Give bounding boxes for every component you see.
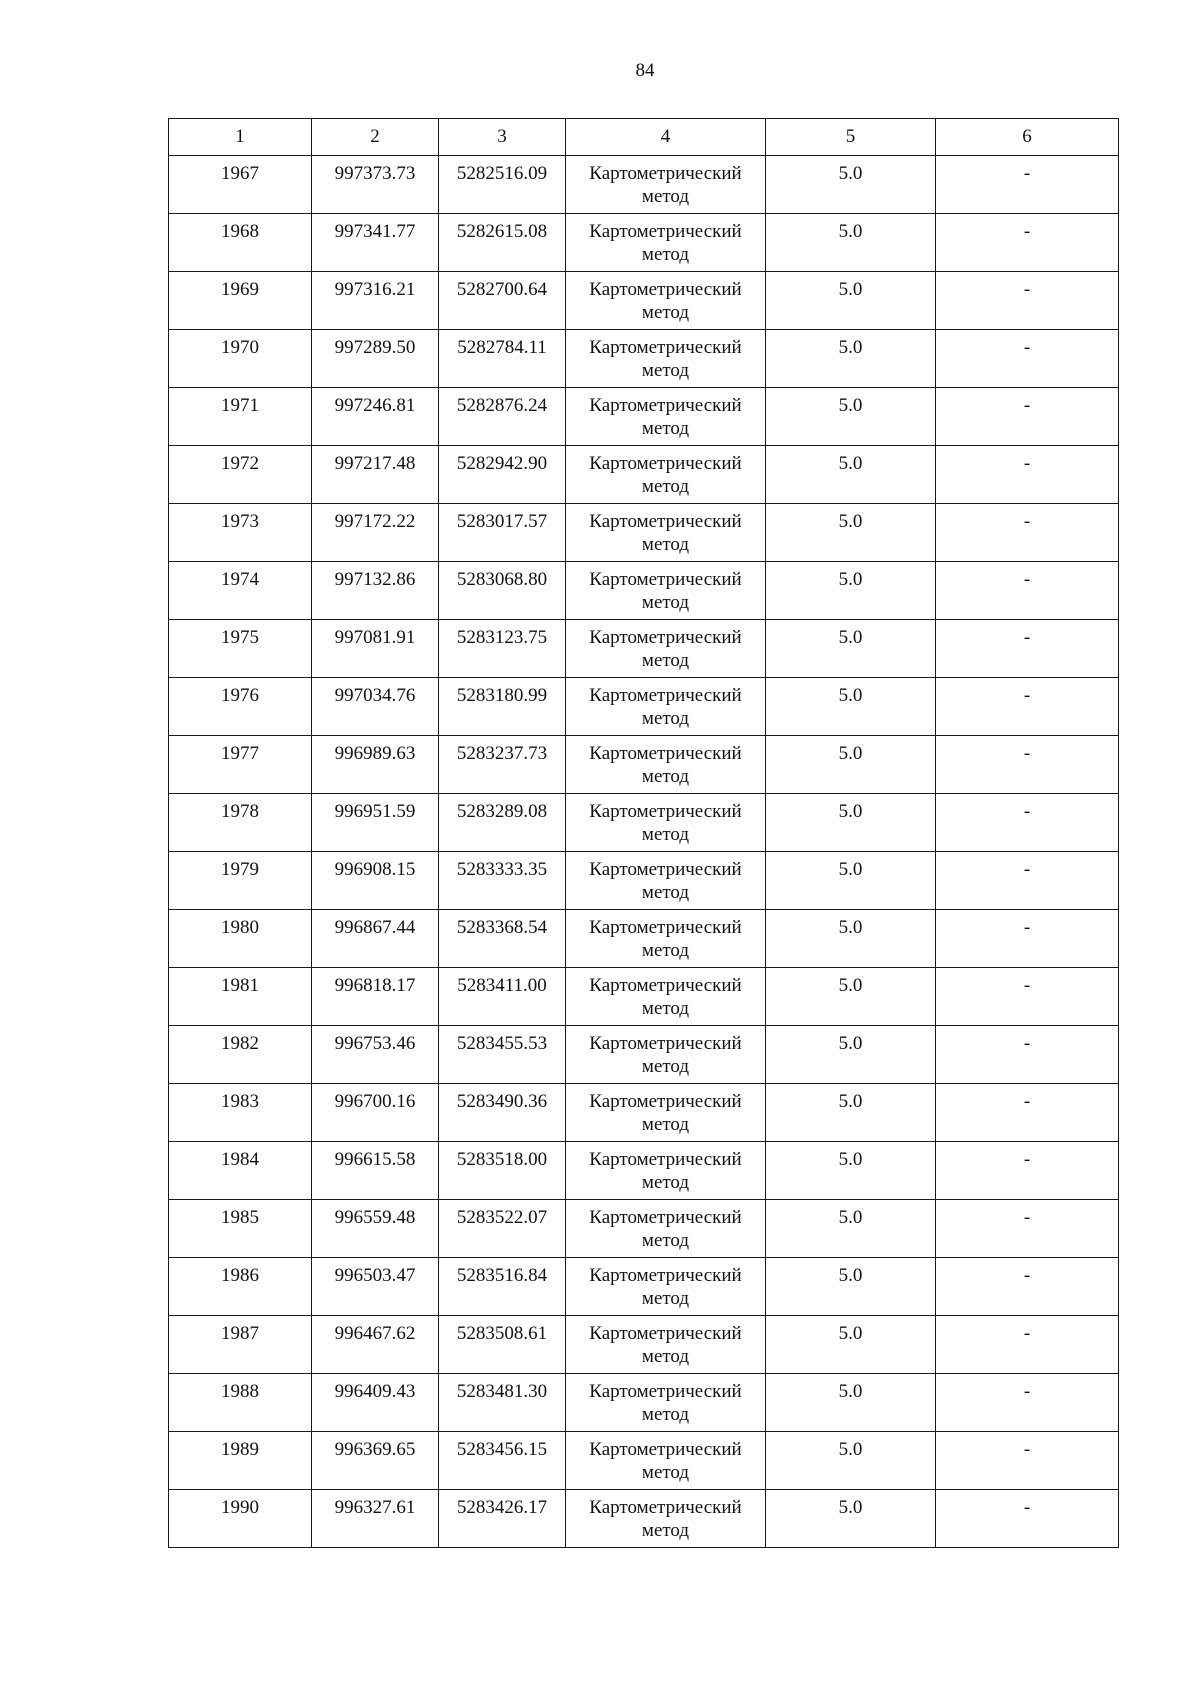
method-cell [566,852,766,910]
x-coordinate-cell: 996559.48 [312,1200,439,1258]
x-coordinate-cell: 997341.77 [312,214,439,272]
y-coordinate-cell: 5283289.08 [439,794,566,852]
accuracy-cell: 5.0 [766,1432,936,1490]
method-cell [566,214,766,272]
point-number-cell: 1987 [169,1316,312,1374]
x-coordinate-cell: 996951.59 [312,794,439,852]
point-number-cell: 1972 [169,446,312,504]
method-line-1: Картометрический [589,221,742,242]
method-cell [566,1084,766,1142]
x-coordinate-cell: 996467.62 [312,1316,439,1374]
method-line-1: Картометрический [589,1439,742,1460]
table-row [169,1316,1119,1374]
x-coordinate-cell: 996753.46 [312,1026,439,1084]
accuracy-cell: 5.0 [766,794,936,852]
method-cell [566,272,766,330]
point-number-cell: 1990 [169,1490,312,1548]
accuracy-cell: 5.0 [766,1084,936,1142]
column-header-5: 5 [766,119,936,156]
accuracy-cell: 5.0 [766,562,936,620]
table-row [169,1200,1119,1258]
method-line-2: метод [641,592,690,613]
y-coordinate-cell: 5283455.53 [439,1026,566,1084]
point-number-cell: 1977 [169,736,312,794]
table-row [169,446,1119,504]
method-line-2: метод [641,476,690,497]
accuracy-cell: 5.0 [766,446,936,504]
note-cell: - [936,852,1119,910]
x-coordinate-cell: 997132.86 [312,562,439,620]
point-number-cell: 1971 [169,388,312,446]
point-number-cell: 1973 [169,504,312,562]
point-number-cell: 1984 [169,1142,312,1200]
method-line-1: Картометрический [589,1091,742,1112]
x-coordinate-cell: 996409.43 [312,1374,439,1432]
table-row [169,678,1119,736]
note-cell: - [936,156,1119,214]
y-coordinate-cell: 5283481.30 [439,1374,566,1432]
note-cell: - [936,562,1119,620]
note-cell: - [936,1316,1119,1374]
table-row [169,504,1119,562]
point-number-cell: 1979 [169,852,312,910]
table-row [169,1084,1119,1142]
method-line-1: Картометрический [589,453,742,474]
method-cell [566,910,766,968]
accuracy-cell: 5.0 [766,620,936,678]
x-coordinate-cell: 996615.58 [312,1142,439,1200]
y-coordinate-cell: 5282784.11 [439,330,566,388]
point-number-cell: 1980 [169,910,312,968]
method-line-2: метод [641,1230,690,1251]
method-line-1: Картометрический [589,569,742,590]
y-coordinate-cell: 5283456.15 [439,1432,566,1490]
point-number-cell: 1989 [169,1432,312,1490]
note-cell: - [936,1026,1119,1084]
table-row [169,968,1119,1026]
method-line-1: Картометрический [589,395,742,416]
table-row [169,1374,1119,1432]
note-cell: - [936,1490,1119,1548]
method-line-2: метод [641,1172,690,1193]
accuracy-cell: 5.0 [766,1258,936,1316]
y-coordinate-cell: 5283333.35 [439,852,566,910]
point-number-cell: 1985 [169,1200,312,1258]
note-cell: - [936,1084,1119,1142]
method-line-1: Картометрический [589,1207,742,1228]
point-number-cell: 1981 [169,968,312,1026]
x-coordinate-cell: 996908.15 [312,852,439,910]
method-cell [566,562,766,620]
method-line-1: Картометрический [589,627,742,648]
method-line-2: метод [641,302,690,323]
point-number-cell: 1975 [169,620,312,678]
y-coordinate-cell: 5283516.84 [439,1258,566,1316]
method-line-2: метод [641,1346,690,1367]
method-line-1: Картометрический [589,975,742,996]
point-number-cell: 1978 [169,794,312,852]
method-line-2: метод [641,708,690,729]
accuracy-cell: 5.0 [766,1026,936,1084]
x-coordinate-cell: 997289.50 [312,330,439,388]
note-cell: - [936,1258,1119,1316]
x-coordinate-cell: 997316.21 [312,272,439,330]
method-line-2: метод [641,766,690,787]
note-cell: - [936,1374,1119,1432]
method-cell [566,736,766,794]
point-number-cell: 1968 [169,214,312,272]
y-coordinate-cell: 5283237.73 [439,736,566,794]
x-coordinate-cell: 996700.16 [312,1084,439,1142]
table-row [169,1142,1119,1200]
note-cell: - [936,272,1119,330]
column-header-1: 1 [169,119,312,156]
method-line-2: метод [641,940,690,961]
method-line-2: метод [641,244,690,265]
method-line-1: Картометрический [589,1265,742,1286]
method-cell [566,1374,766,1432]
accuracy-cell: 5.0 [766,910,936,968]
method-cell [566,968,766,1026]
method-cell [566,1316,766,1374]
method-cell [566,446,766,504]
y-coordinate-cell: 5283068.80 [439,562,566,620]
method-line-2: метод [641,1288,690,1309]
accuracy-cell: 5.0 [766,1142,936,1200]
method-line-2: метод [641,824,690,845]
method-cell [566,1490,766,1548]
y-coordinate-cell: 5283518.00 [439,1142,566,1200]
accuracy-cell: 5.0 [766,1490,936,1548]
point-number-cell: 1970 [169,330,312,388]
point-number-cell: 1986 [169,1258,312,1316]
method-line-1: Картометрический [589,917,742,938]
accuracy-cell: 5.0 [766,272,936,330]
x-coordinate-cell: 997172.22 [312,504,439,562]
y-coordinate-cell: 5283123.75 [439,620,566,678]
accuracy-cell: 5.0 [766,968,936,1026]
x-coordinate-cell: 996818.17 [312,968,439,1026]
column-header-3: 3 [439,119,566,156]
table-row [169,388,1119,446]
note-cell: - [936,910,1119,968]
method-cell [566,1432,766,1490]
y-coordinate-cell: 5282700.64 [439,272,566,330]
note-cell: - [936,968,1119,1026]
point-number-cell: 1982 [169,1026,312,1084]
method-line-1: Картометрический [589,511,742,532]
method-line-2: метод [641,1404,690,1425]
y-coordinate-cell: 5283017.57 [439,504,566,562]
note-cell: - [936,794,1119,852]
accuracy-cell: 5.0 [766,214,936,272]
table-row [169,272,1119,330]
point-number-cell: 1974 [169,562,312,620]
note-cell: - [936,620,1119,678]
note-cell: - [936,678,1119,736]
point-number-cell: 1988 [169,1374,312,1432]
x-coordinate-cell: 997373.73 [312,156,439,214]
note-cell: - [936,330,1119,388]
y-coordinate-cell: 5282942.90 [439,446,566,504]
method-line-1: Картометрический [589,801,742,822]
y-coordinate-cell: 5283368.54 [439,910,566,968]
method-cell [566,1026,766,1084]
header-row [169,119,1119,156]
method-cell [566,504,766,562]
method-line-1: Картометрический [589,337,742,358]
x-coordinate-cell: 996503.47 [312,1258,439,1316]
note-cell: - [936,1142,1119,1200]
accuracy-cell: 5.0 [766,156,936,214]
method-line-2: метод [641,998,690,1019]
method-line-2: метод [641,650,690,671]
y-coordinate-cell: 5282615.08 [439,214,566,272]
method-cell [566,330,766,388]
table-row [169,736,1119,794]
accuracy-cell: 5.0 [766,736,936,794]
point-number-cell: 1967 [169,156,312,214]
method-line-2: метод [641,534,690,555]
y-coordinate-cell: 5282516.09 [439,156,566,214]
accuracy-cell: 5.0 [766,1200,936,1258]
accuracy-cell: 5.0 [766,1316,936,1374]
method-line-1: Картометрический [589,1381,742,1402]
method-cell [566,1258,766,1316]
method-cell [566,388,766,446]
table-row [169,852,1119,910]
table-header [169,119,1119,156]
y-coordinate-cell: 5283426.17 [439,1490,566,1548]
coordinates-table [168,118,1119,1548]
column-header-2: 2 [312,119,439,156]
note-cell: - [936,388,1119,446]
page-number: 84 [635,60,655,81]
method-cell [566,678,766,736]
method-line-1: Картометрический [589,1033,742,1054]
method-cell [566,794,766,852]
table-body [169,156,1119,1548]
note-cell: - [936,214,1119,272]
method-line-1: Картометрический [589,1323,742,1344]
table-row [169,1258,1119,1316]
method-line-1: Картометрический [589,1497,742,1518]
method-line-1: Картометрический [589,743,742,764]
accuracy-cell: 5.0 [766,330,936,388]
table-row [169,156,1119,214]
x-coordinate-cell: 997081.91 [312,620,439,678]
method-cell [566,156,766,214]
y-coordinate-cell: 5283522.07 [439,1200,566,1258]
y-coordinate-cell: 5283411.00 [439,968,566,1026]
method-line-2: метод [641,1520,690,1541]
method-line-2: метод [641,1114,690,1135]
method-line-1: Картометрический [589,859,742,880]
method-line-2: метод [641,1462,690,1483]
method-line-2: метод [641,186,690,207]
x-coordinate-cell: 997246.81 [312,388,439,446]
method-cell [566,1142,766,1200]
x-coordinate-cell: 996989.63 [312,736,439,794]
x-coordinate-cell: 997034.76 [312,678,439,736]
table-row [169,620,1119,678]
method-line-2: метод [641,882,690,903]
accuracy-cell: 5.0 [766,678,936,736]
point-number-cell: 1976 [169,678,312,736]
accuracy-cell: 5.0 [766,504,936,562]
x-coordinate-cell: 996327.61 [312,1490,439,1548]
table-row [169,214,1119,272]
method-cell [566,620,766,678]
y-coordinate-cell: 5283508.61 [439,1316,566,1374]
accuracy-cell: 5.0 [766,388,936,446]
y-coordinate-cell: 5282876.24 [439,388,566,446]
point-number-cell: 1983 [169,1084,312,1142]
method-cell [566,1200,766,1258]
table-row [169,910,1119,968]
column-header-4: 4 [566,119,766,156]
note-cell: - [936,1432,1119,1490]
table-row [169,330,1119,388]
note-cell: - [936,446,1119,504]
accuracy-cell: 5.0 [766,1374,936,1432]
method-line-1: Картометрический [589,279,742,300]
note-cell: - [936,736,1119,794]
y-coordinate-cell: 5283490.36 [439,1084,566,1142]
table-row [169,1490,1119,1548]
method-line-1: Картометрический [589,163,742,184]
table-row [169,1026,1119,1084]
method-line-2: метод [641,1056,690,1077]
x-coordinate-cell: 996369.65 [312,1432,439,1490]
point-number-cell: 1969 [169,272,312,330]
method-line-2: метод [641,418,690,439]
x-coordinate-cell: 997217.48 [312,446,439,504]
x-coordinate-cell: 996867.44 [312,910,439,968]
y-coordinate-cell: 5283180.99 [439,678,566,736]
note-cell: - [936,504,1119,562]
table-row [169,562,1119,620]
method-line-1: Картометрический [589,685,742,706]
table-row [169,1432,1119,1490]
note-cell: - [936,1200,1119,1258]
method-line-1: Картометрический [589,1149,742,1170]
accuracy-cell: 5.0 [766,852,936,910]
method-line-2: метод [641,360,690,381]
column-header-6: 6 [936,119,1119,156]
table-row [169,794,1119,852]
